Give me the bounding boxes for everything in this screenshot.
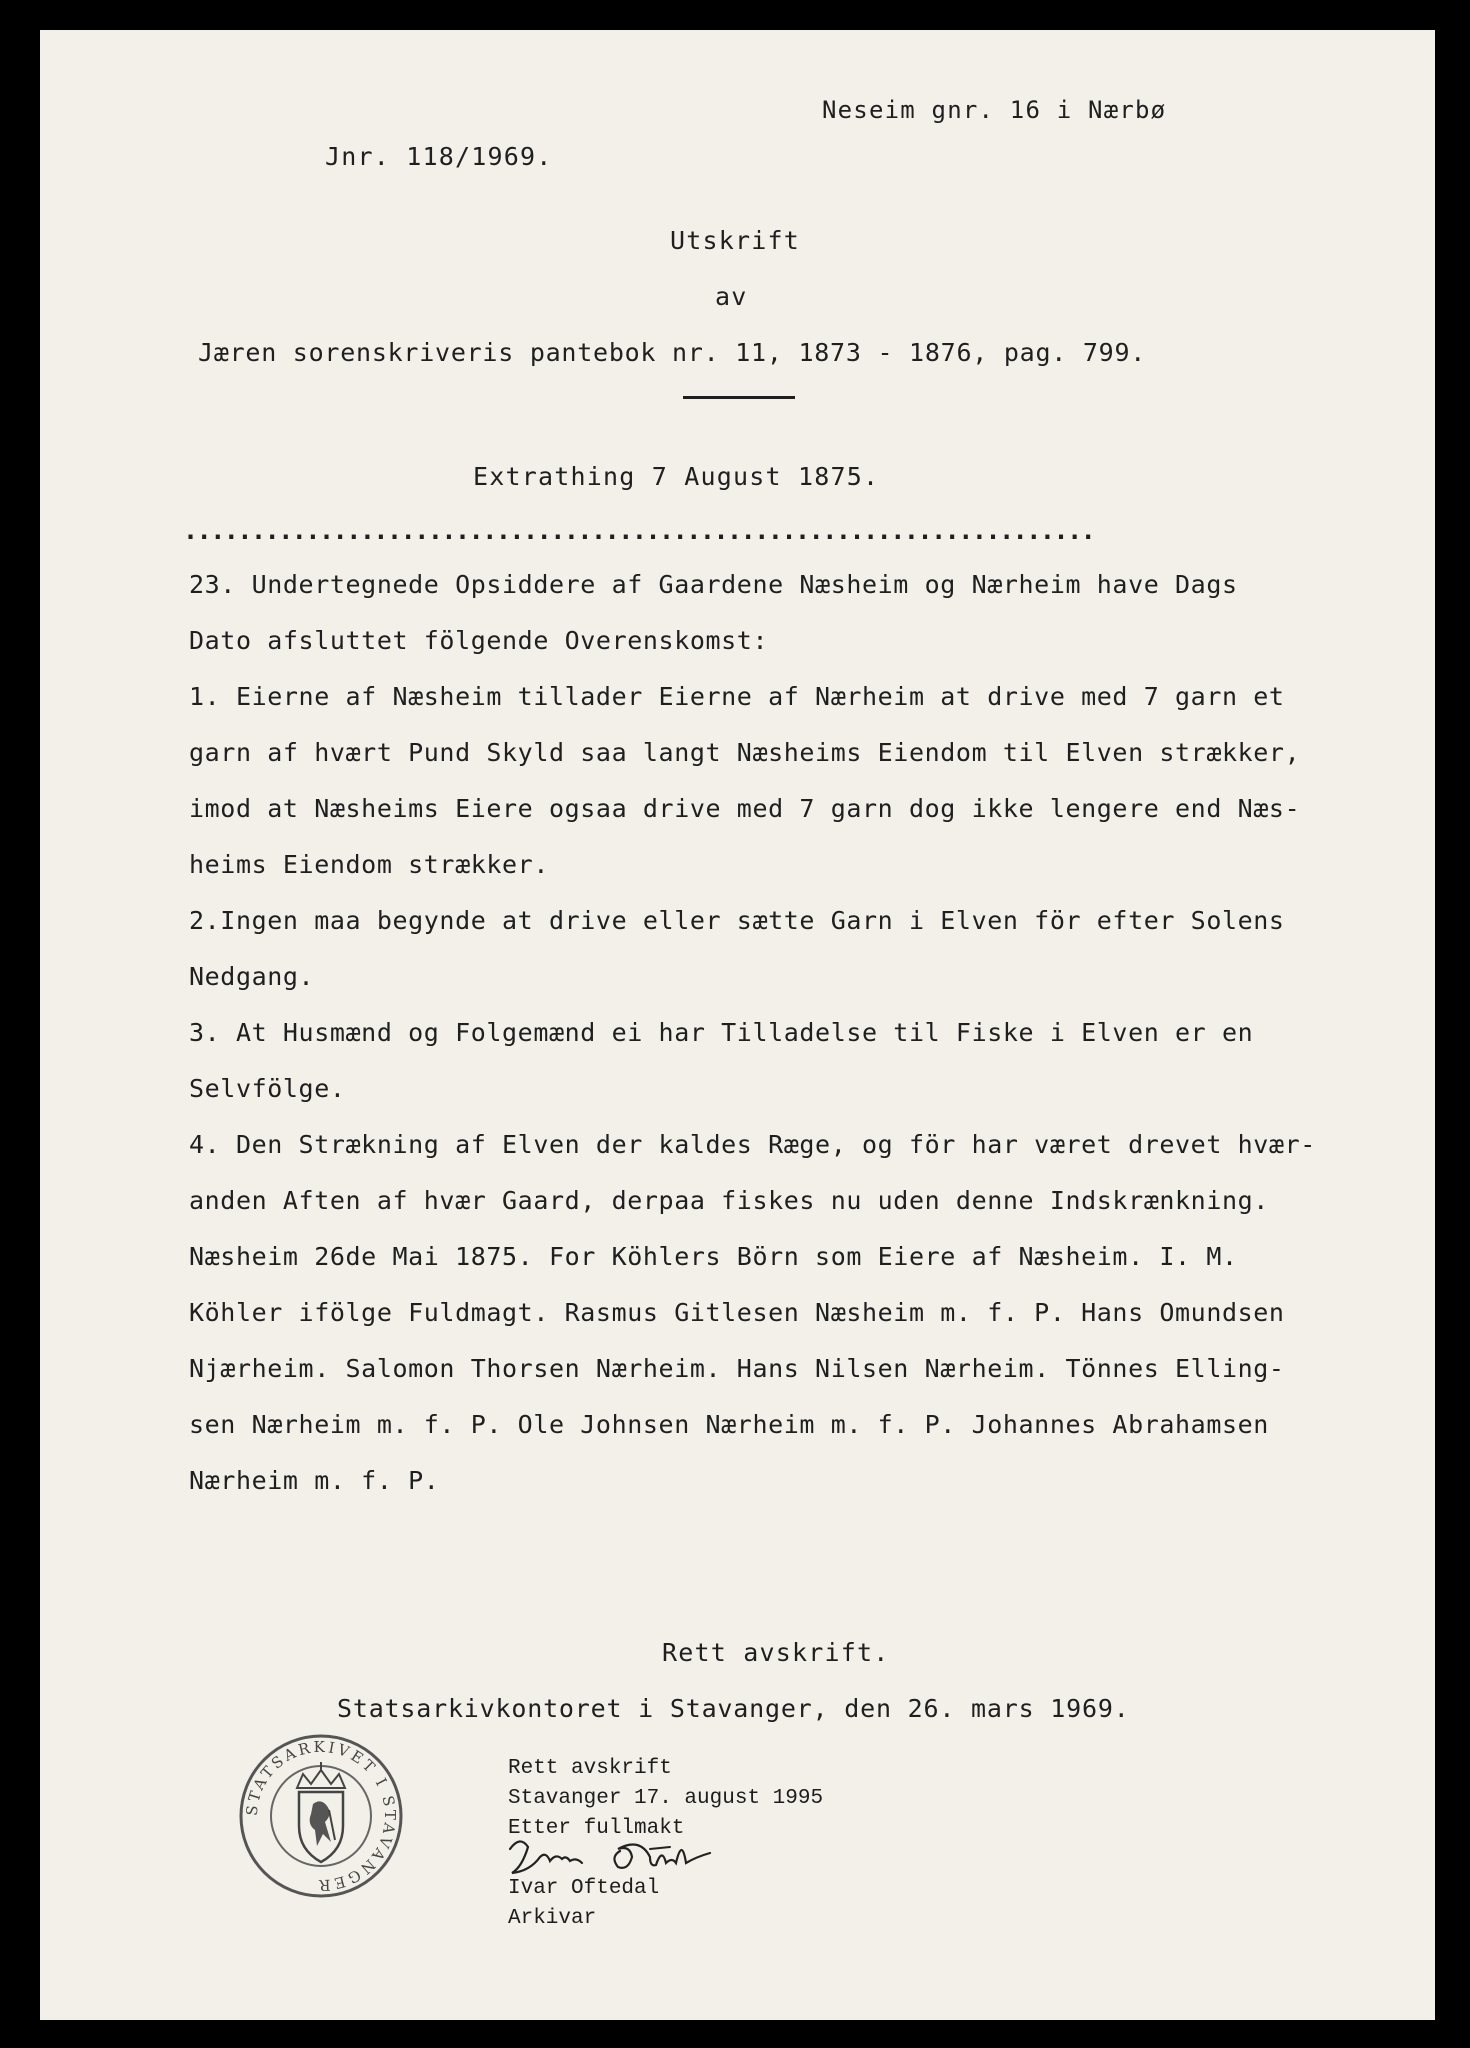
stamp-place-date: Stavanger 17. august 1995 [508, 1787, 824, 1810]
body-line: Köhler ifölge Fuldmagt. Rasmus Gitlesen Næsheim m. f. P. Hans Omundsen [189, 1298, 1285, 1327]
body-line: anden Aften af hvær Gaard, derpaa fiskes nu uden denne Indskrænkning. [189, 1186, 1269, 1215]
body-line: 1. Eierne af Næsheim tillader Eierne af Nærheim at drive med 7 garn et [189, 682, 1285, 711]
stamp-rett-avskrift: Rett avskrift [508, 1757, 672, 1780]
body-line: garn af hvært Pund Skyld saa langt Næsheims Eiendom til Elven strækker, [189, 738, 1301, 767]
body-line: sen Nærheim m. f. P. Ole Johnsen Nærheim m. f. P. Johannes Abrahamsen [189, 1410, 1269, 1439]
title-av: av [715, 282, 748, 311]
body-line: 3. At Husmænd og Folgemænd ei har Tilladelse til Fiske i Elven er en [189, 1018, 1254, 1047]
session-heading: Extrathing 7 August 1875. [473, 462, 880, 491]
title-divider [683, 396, 795, 399]
body-line: Selvfölge. [189, 1074, 346, 1103]
document-page [40, 30, 1435, 2020]
journal-number: Jnr. 118/1969. [325, 142, 553, 171]
body-line: Njærheim. Salomon Thorsen Nærheim. Hans Nilsen Nærheim. Tönnes Elling- [189, 1354, 1285, 1383]
title-utskrift: Utskrift [670, 226, 801, 255]
body-line: Næsheim 26de Mai 1875. For Köhlers Börn som Eiere af Næsheim. I. M. [189, 1242, 1238, 1271]
body-line: Dato afsluttet fölgende Overenskomst: [189, 626, 769, 655]
body-line: 4. Den Strækning af Elven der kaldes Ræge, og för har været drevet hvær- [189, 1130, 1316, 1159]
body-line: 23. Undertegnede Opsiddere af Gaardene Næsheim og Nærheim have Dags [189, 570, 1238, 599]
title-source: Jæren sorenskriveris pantebok nr. 11, 1873 - 1876, pag. 799. [198, 338, 1147, 367]
body-line: Nedgang. [189, 962, 315, 991]
official-seal [235, 1730, 407, 1902]
body-line: 2.Ingen maa begynde at drive eller sætte Garn i Elven för efter Solens [189, 906, 1285, 935]
body-line: Nærheim m. f. P. [189, 1466, 440, 1495]
certification-place-date: Statsarkivkontoret i Stavanger, den 26. mars 1969. [337, 1694, 1130, 1723]
stamp-name: Ivar Oftedal [508, 1877, 660, 1900]
property-note: Neseim gnr. 16 i Nærbø [822, 96, 1167, 124]
certification-title: Rett avskrift. [662, 1638, 890, 1667]
stamp-title: Arkivar [508, 1907, 597, 1930]
body-line: heims Eiendom strækker. [189, 850, 549, 879]
seal-ring-text: STATSARKIVET I STAVANGER [242, 1737, 400, 1895]
dotted-separator: ................................................................... [183, 516, 1095, 545]
body-line: imod at Næsheims Eiere ogsaa drive med 7 garn dog ikke lengere end Næs- [189, 794, 1301, 823]
stamp-authority: Etter fullmakt [508, 1817, 685, 1840]
